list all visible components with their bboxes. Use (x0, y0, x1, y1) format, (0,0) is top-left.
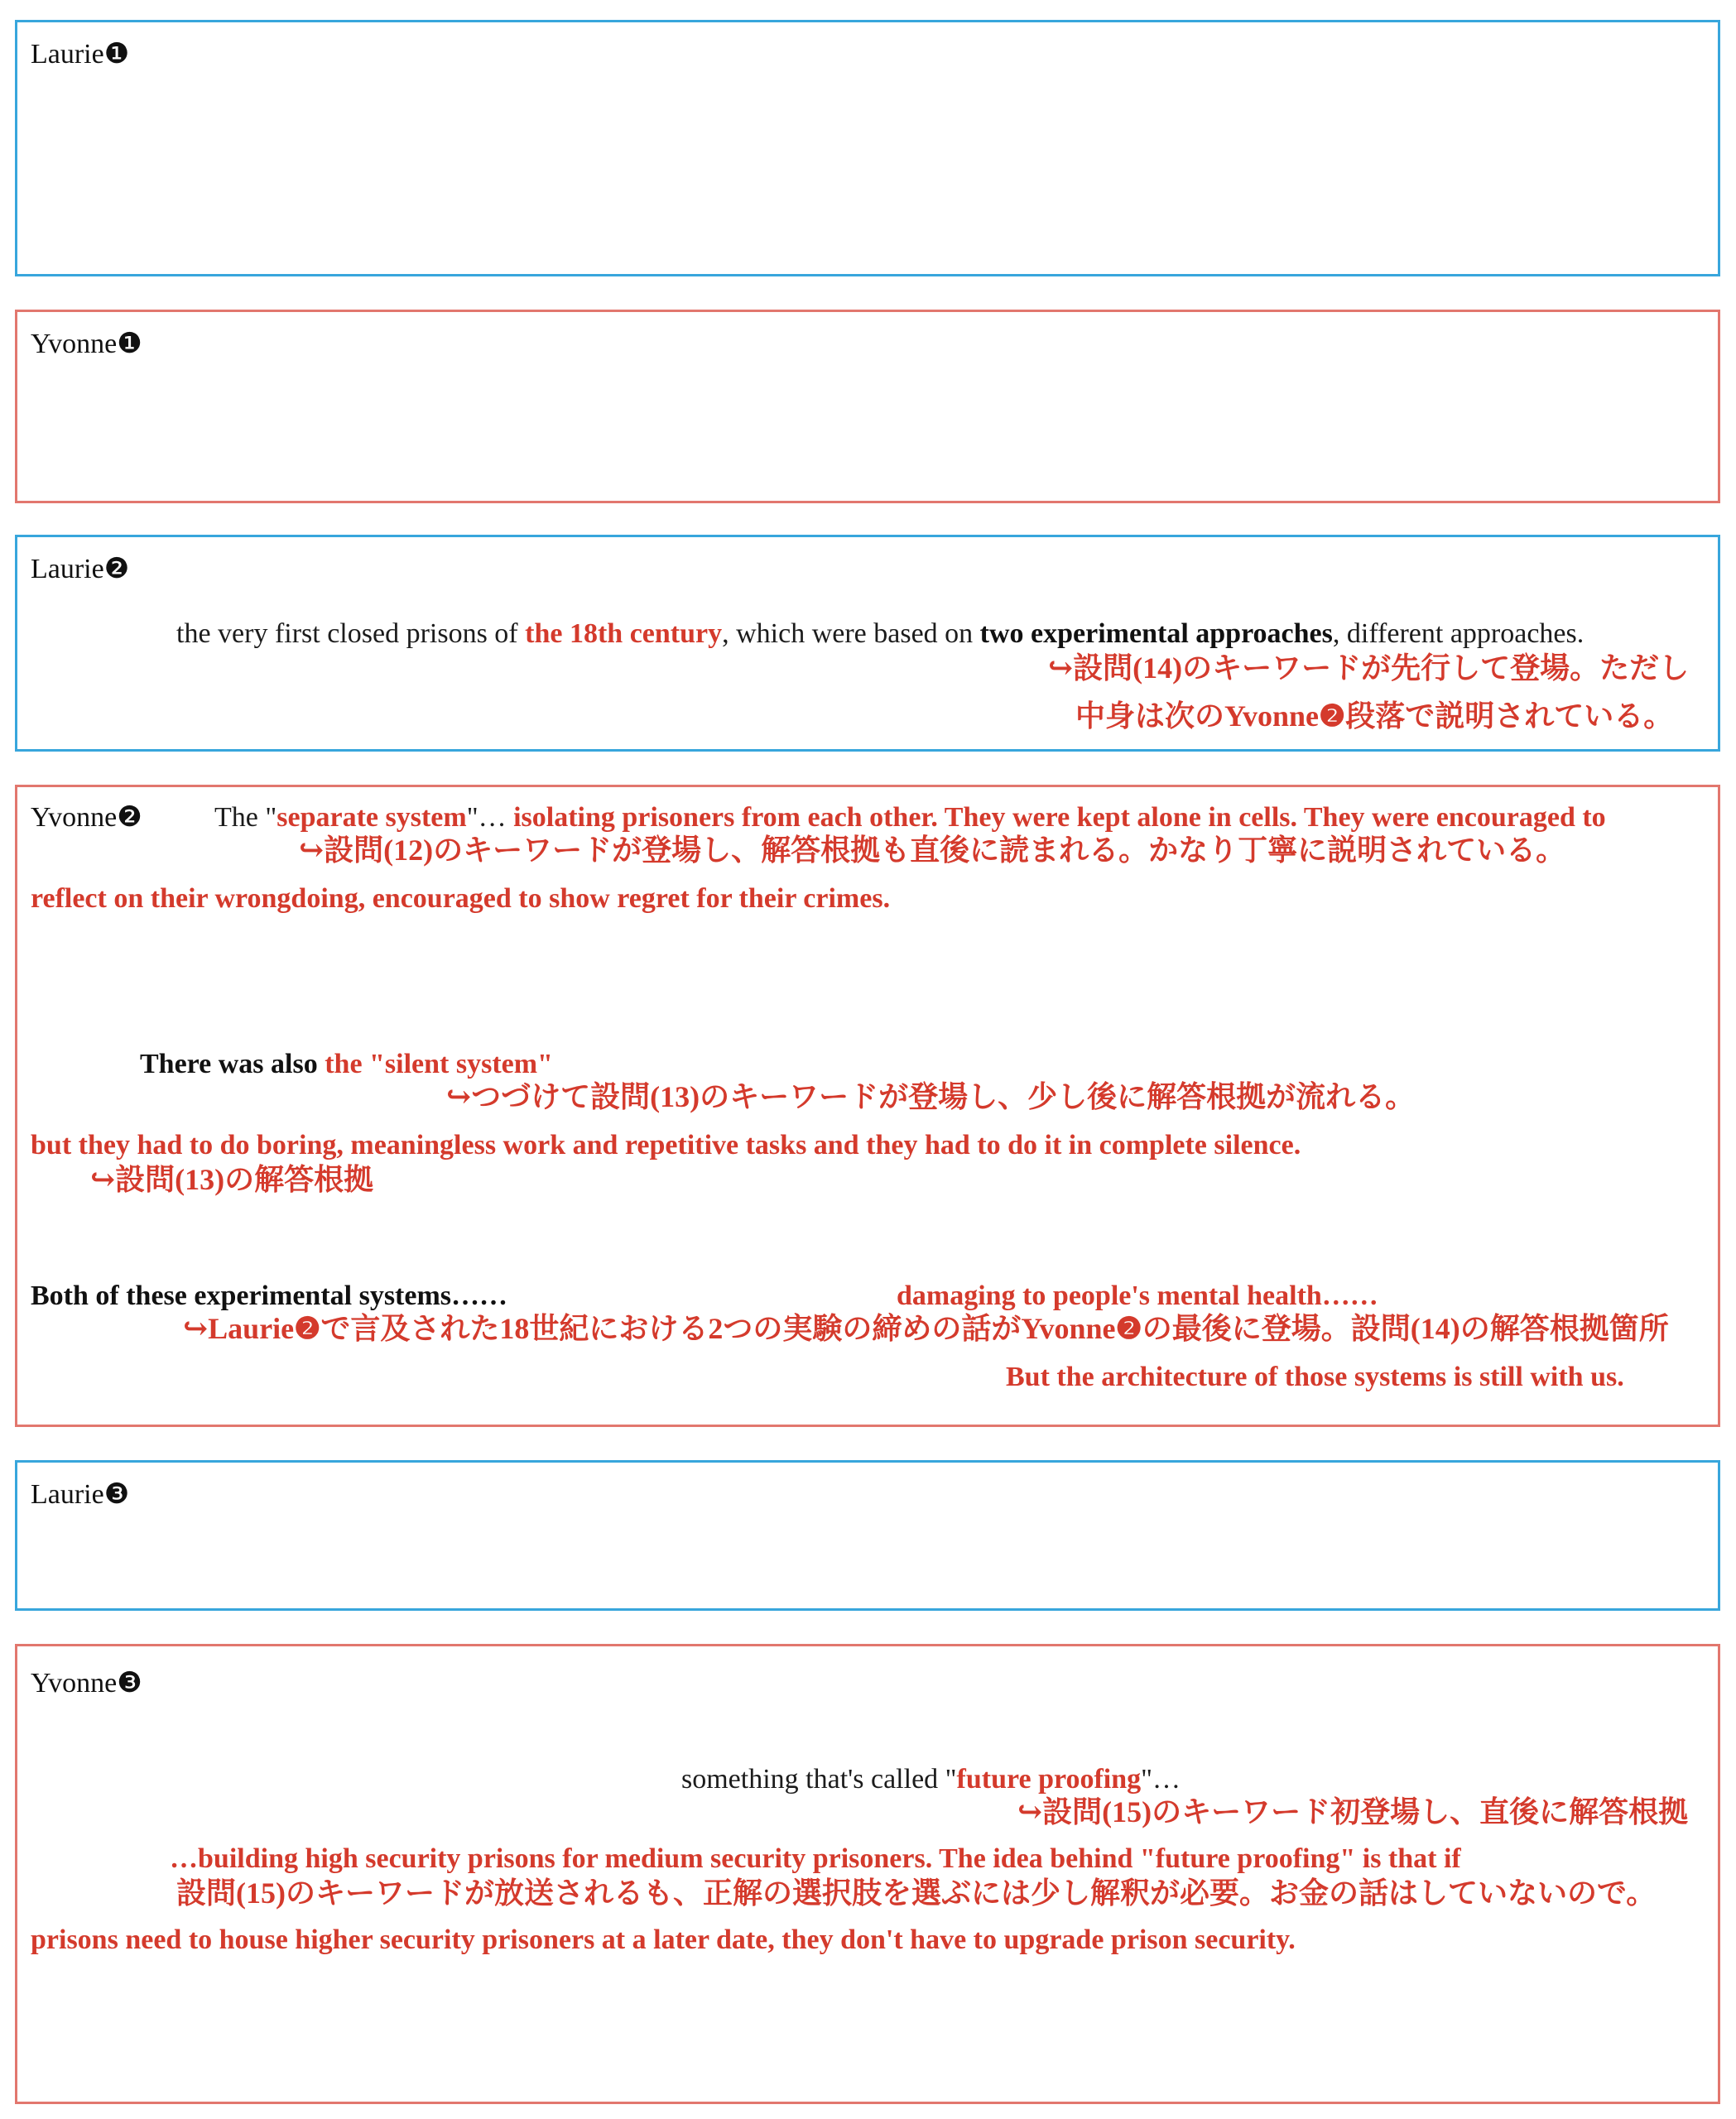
annotation-note: ↪設問(14)のキーワードが先行して登場。ただし (1048, 651, 1690, 685)
transcript-line: damaging to people's mental health…… (897, 1281, 1378, 1311)
speaker-label: Yvonne❷ (31, 802, 142, 833)
laurie-2-box (15, 535, 1720, 752)
transcript-line: something that's called "future proofing"… (681, 1764, 1181, 1795)
transcript-line: but they had to do boring, meaningless work and repetitive tasks and they had to do it in complete silence. (31, 1130, 1301, 1160)
speaker-label: Laurie❷ (31, 554, 130, 584)
annotation-note: ↪設問(12)のキーワードが登場し、解答根拠も直後に読まれる。かなり丁寧に説明されている。 (299, 834, 1566, 867)
annotation-note: ↪Laurie❷で言及された18世紀における2つの実験の締めの話がYvonne❷の最後に登場。設問(14)の解答根拠箇所 (183, 1312, 1669, 1345)
annotation-note: 設問(15)のキーワードが放送されるも、正解の選択肢を選ぶには少し解釈が必要。お金の話はしていないので。 (176, 1876, 1657, 1910)
transcript-line: But the architecture of those systems is still with us. (1006, 1362, 1624, 1392)
transcript-line: …building high security prisons for medium security prisoners. The idea behind "future proofing" is that if (170, 1843, 1461, 1874)
highlight-keyword: future proofing (956, 1764, 1142, 1795)
speaker-label: Yvonne❸ (31, 1668, 142, 1699)
transcript-line: reflect on their wrongdoing, encouraged to show regret for their crimes. (31, 883, 891, 914)
annotation-note: 中身は次のYvonne❷段落で説明されている。 (1075, 699, 1674, 733)
laurie-1-box (15, 20, 1720, 276)
transcript-line: The "separate system"… isolating prisoners from each other. They were kept alone in cells. They were encouraged to (214, 802, 1606, 833)
laurie-3-box (15, 1460, 1720, 1611)
speaker-label: Yvonne❶ (31, 329, 142, 359)
annotation-note: ↪設問(13)の解答根拠 (90, 1163, 374, 1196)
annotation-note: ↪設問(15)のキーワード初登場し、直後に解答根拠 (1017, 1795, 1689, 1828)
transcript-line: the very first closed prisons of the 18th century, which were based on two experimental approaches, different approaches. (176, 618, 1585, 649)
bold-phrase: two experimental approaches (979, 618, 1333, 649)
yvonne-2-box (15, 785, 1720, 1427)
speaker-label: Laurie❸ (31, 1479, 130, 1510)
speaker-label: Laurie❶ (31, 39, 130, 70)
annotation-note: ↪つづけて設問(13)のキーワードが登場し、少し後に解答根拠が流れる。 (446, 1080, 1416, 1113)
yvonne-1-box (15, 310, 1720, 503)
yvonne-3-box (15, 1644, 1720, 2104)
highlight-keyword: the 18th century (525, 618, 723, 649)
transcript-line: There was also the "silent system" (140, 1049, 553, 1079)
transcript-line: prisons need to house higher security prisoners at a later date, they don't have to upgrade prison security. (31, 1924, 1296, 1955)
transcript-line: Both of these experimental systems…… (31, 1281, 508, 1311)
